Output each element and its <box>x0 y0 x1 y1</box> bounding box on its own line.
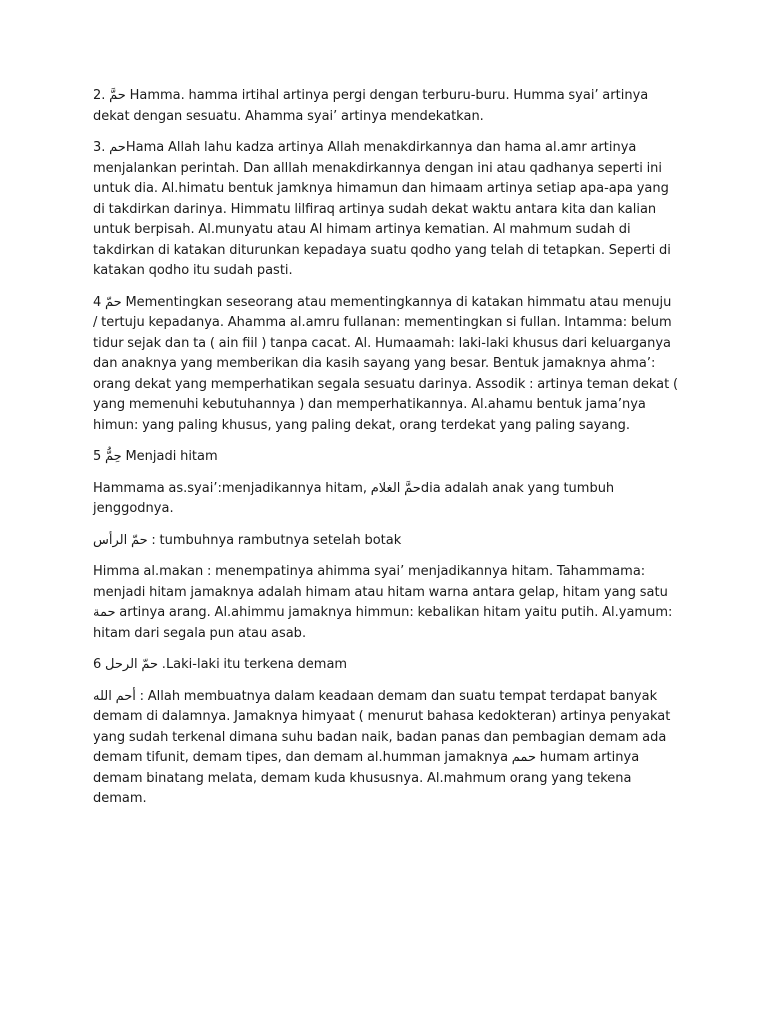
paragraph-5 <box>93 447 679 468</box>
paragraph-lead-text: Himma al.makan : menempatinya ahimma syai’ menjadikannya hitam. Tahammama: menjadi hitam jamaknya adalah himam atau hitam warna antara gelap, hitam yang satu <box>93 564 668 600</box>
item-number: 2. <box>93 88 110 103</box>
arabic-term: حِمُّ <box>105 449 122 464</box>
paragraph-text: Hama Allah lahu kadza artinya Allah menakdirkannya dan hama al.amr artinya menjalankan perintah. Dan alllah menakdirkannya dengan ini atau qadhanya seperti ini untuk dia. Al.himatu bentuk jamknya himamun dan himaam artinya setiap apa-apa yang di takdirkan darinya. Himmatu lilfiraq artinya sudah dekat waktu antara kita dan kalian untuk berpisah. Al.munyatu atau Al himam artinya kematian. Al mahmum sudah di takdirkan di katakan diturunkan kepadaya suatu qodho yang telah di tetapkan. Seperti di katakan qodho itu sudah pasti. <box>93 140 671 278</box>
paragraph-6 <box>93 655 679 676</box>
item-number: 6 <box>93 657 106 672</box>
paragraph-text-continued: humam artinya demam binatang melata, demam kuda khususnya. Al.mahmum orang yang tekena demam. <box>93 750 640 806</box>
paragraph-2 <box>93 86 679 127</box>
paragraph-lead-text: Hammama as.syai’:menjadikannya hitam, <box>93 480 371 496</box>
paragraph-4 <box>93 293 679 437</box>
arabic-term: حمّ الرحل <box>105 657 159 672</box>
paragraph-text: : Allah membuatnya dalam keadaan demam dan suatu tempat terdapat banyak demam di dalamnya. Jamaknya himyaat ( menurut bahasa kedokteran) artinya penyakat yang sudah terkenal dimana suhu badan naik, badan panas dan pembagian demam ada demam tifunit, demam tipes, dan demam al.humman jamaknya <box>93 688 671 765</box>
paragraph-hammama <box>93 479 679 520</box>
arabic-term: حم <box>109 140 126 155</box>
arabic-term: حمّ <box>105 294 122 310</box>
item-number: 3. <box>93 140 110 155</box>
paragraph-ahamma <box>93 687 679 810</box>
arabic-term: حمة <box>93 605 116 620</box>
arabic-term: حمّ الرأس <box>93 532 148 548</box>
paragraph-rasu <box>93 531 679 552</box>
document-page <box>93 86 679 821</box>
paragraph-text: Mementingkan seseorang atau mementingkannya di katakan himmatu atau menuju / tertuju kepadanya. Ahamma al.amru fullanan: mementingkan si fullan. Intamma: belum tidur sejak dan ta ( ain fiil ) tanpa cacat. Al. Humaamah: laki-laki khusus dari keluarganya dan anaknya yang memberikan dia kasih sayang yang besar. Bentuk jamaknya ahma’: orang dekat yang memperhatikan segala sesuatu darinya. Assodik : artinya teman dekat ( yang memenuhi kebutuhannya ) dan memperhatikannya. Al.ahamu bentuk jama’nya himun: yang paling khusus, yang paling dekat, orang terdekat yang paling sayang. <box>93 294 679 433</box>
item-number: 4 <box>93 294 106 310</box>
arabic-term: حمَّ الغلام <box>370 480 421 496</box>
paragraph-text: .Laki-laki itu terkena demam <box>158 657 348 672</box>
paragraph-text: Hamma. hamma irtihal artinya pergi dengan terburu-buru. Humma syai’ artinya dekat dengan sesuatu. Ahamma syai’ artinya mendekatkan. <box>93 88 649 124</box>
paragraph-text: dia adalah anak yang tumbuh jenggodnya. <box>93 480 615 516</box>
paragraph-text: artinya arang. Al.ahimmu jamaknya himmun: kebalikan hitam yaitu putih. Al.yamum: hitam dari segala pun atau asab. <box>93 605 673 641</box>
item-number: 5 <box>93 449 106 464</box>
paragraph-3 <box>93 138 679 282</box>
paragraph-text: Menjadi hitam <box>121 449 218 464</box>
paragraph-himma <box>93 562 679 644</box>
paragraph-text: : tumbuhnya rambutnya setelah botak <box>147 532 402 548</box>
arabic-term-inline: حمم <box>511 750 536 765</box>
arabic-term: أحم الله <box>93 688 136 704</box>
arabic-term: حمَّ <box>109 88 126 103</box>
